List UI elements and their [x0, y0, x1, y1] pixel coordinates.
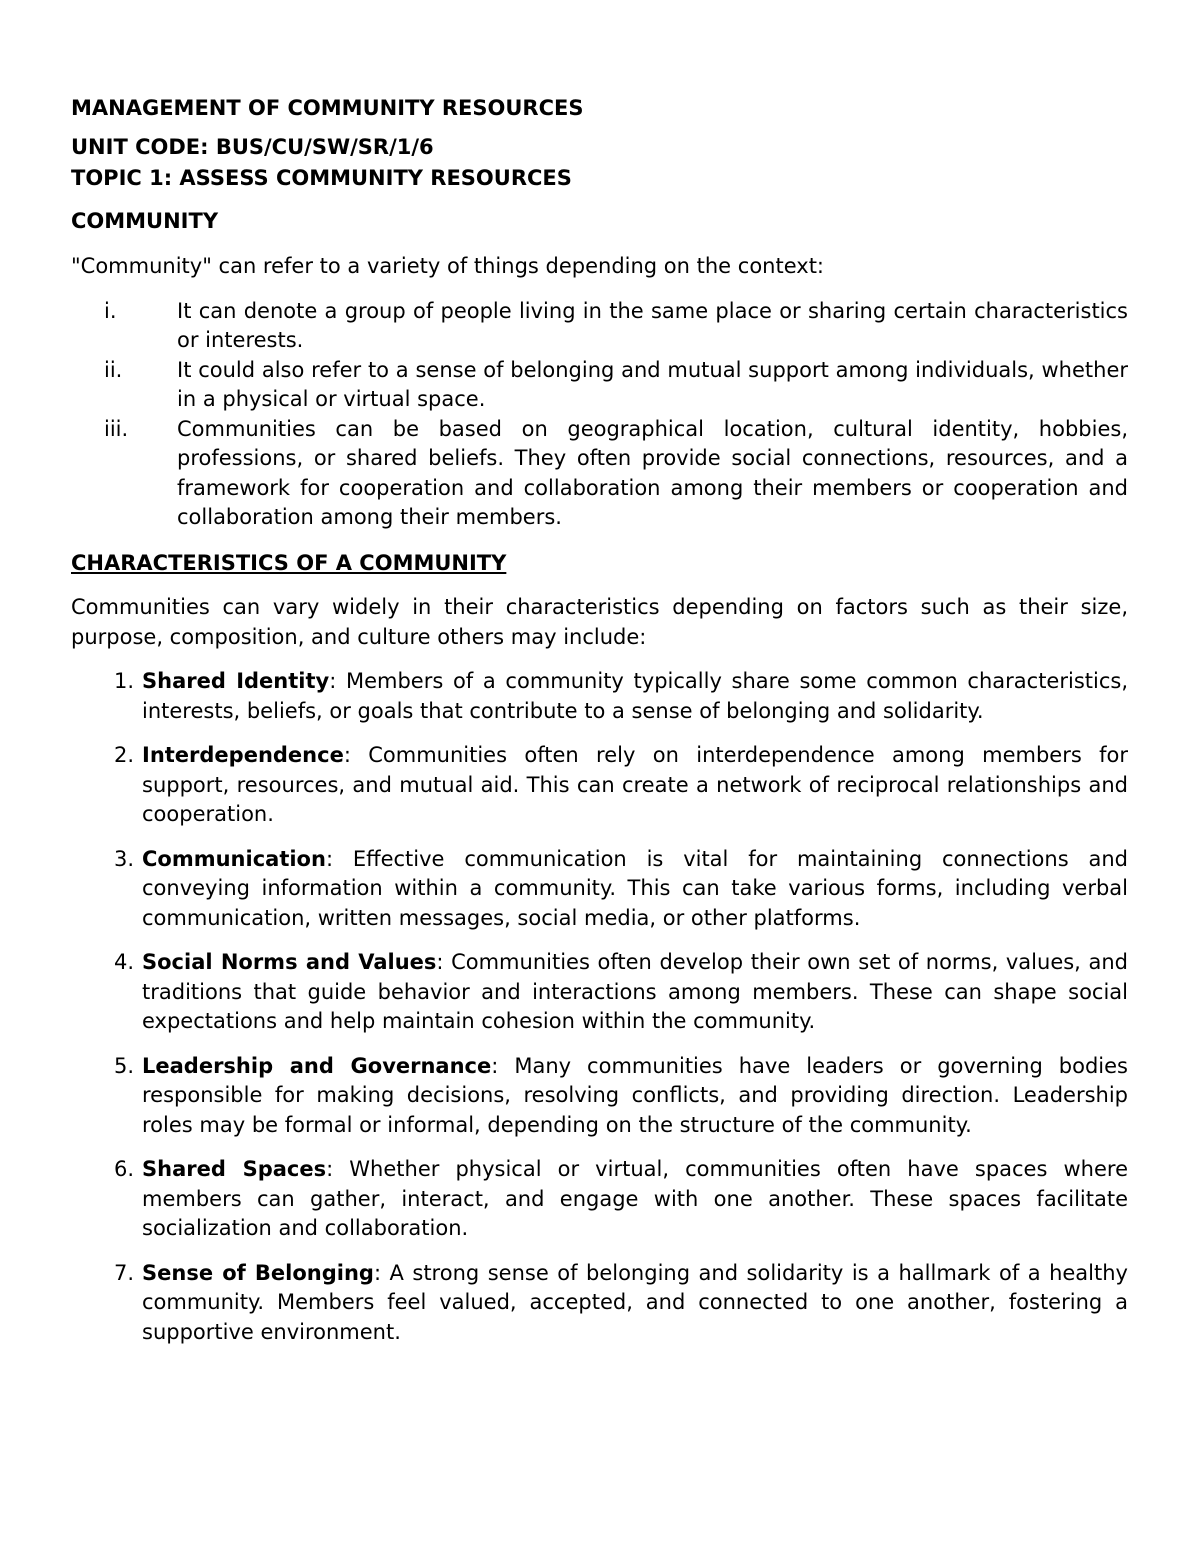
list-number: 6. [113, 1157, 134, 1181]
list-text: Communities can be based on geographical location, cultural identity, hobbies, professions, or shared beliefs. They often provide social connections, resources, and a framework for cooperation and collaboration among their members or cooperation and collaboration among their members. [177, 416, 1128, 529]
list-text [142, 1155, 1128, 1244]
list-item [71, 356, 1128, 415]
list-item [71, 1052, 1128, 1141]
characteristic-description: : Members of a community typically share some common characteristics, interests, beliefs, or goals that contribute to a sense of belonging and solidarity. [142, 669, 1128, 723]
characteristic-description: : Many communities have leaders or governing bodies responsible for making decisions, resolving conflicts, and providing direction. Leadership roles may be formal or informal, depending on the structure of the community. [142, 1053, 1128, 1137]
community-points-list [71, 297, 1128, 533]
characteristics-heading: CHARACTERISTICS OF A COMMUNITY [71, 550, 507, 575]
list-text [142, 1052, 1128, 1141]
list-item [71, 415, 1128, 533]
list-number: 7. [113, 1260, 134, 1285]
list-text: It could also refer to a sense of belonging and mutual support among individuals, whether in a physical or virtual space. [177, 357, 1128, 411]
characteristic-description: : Effective communication is vital for maintaining connections and conveying information within a community. This can take various forms, including verbal communication, written messages, social media, or other platforms. [142, 846, 1128, 930]
list-text [142, 741, 1128, 830]
list-number: iii. [104, 416, 129, 441]
characteristics-intro: Communities can vary widely in their characteristics depending on factors such as their size, purpose, composition, and culture others may include: [71, 595, 1128, 649]
characteristic-term: Interdependence [142, 743, 344, 767]
characteristic-description: : Whether physical or virtual, communities often have spaces where members can gather, interact, and engage with one another. These spaces facilitate socialization and collaboration. [142, 1157, 1128, 1240]
list-number: 3. [113, 846, 134, 871]
topic-heading: TOPIC 1: ASSESS COMMUNITY RESOURCES [71, 166, 572, 190]
list-item [71, 1155, 1128, 1244]
list-item [71, 667, 1128, 726]
list-number: i. [104, 298, 117, 323]
list-item [71, 297, 1128, 356]
list-text [142, 948, 1128, 1037]
list-number: 1. [113, 669, 134, 693]
list-number: 5. [113, 1053, 134, 1078]
list-number: 2. [113, 743, 134, 767]
list-text: It can denote a group of people living in the same place or sharing certain characteristics or interests. [177, 298, 1128, 352]
characteristic-term: Shared Spaces [142, 1157, 327, 1181]
list-number: 4. [113, 950, 134, 974]
list-item [71, 741, 1128, 830]
list-number: ii. [104, 357, 123, 382]
characteristics-list [71, 667, 1128, 1347]
characteristic-term: Shared Identity [142, 669, 330, 693]
list-text [142, 667, 1128, 726]
community-heading: COMMUNITY [71, 208, 219, 233]
characteristic-term: Social Norms and Values [142, 950, 437, 974]
characteristic-description: : Communities often develop their own set of norms, values, and traditions that guide behavior and interactions among members. These can shape social expectations and help maintain cohesion within the community. [142, 950, 1128, 1033]
list-text [142, 1259, 1128, 1348]
characteristic-term: Communication [142, 846, 326, 871]
characteristic-term: Leadership and Governance [142, 1053, 492, 1078]
list-text [142, 845, 1128, 934]
unit-code: UNIT CODE: BUS/CU/SW/SR/1/6 [71, 134, 434, 159]
characteristic-description: : Communities often rely on interdependence among members for support, resources, and mutual aid. This can create a network of reciprocal relationships and cooperation. [142, 743, 1128, 826]
community-intro: "Community" can refer to a variety of things depending on the context: [71, 254, 825, 278]
document-title: MANAGEMENT OF COMMUNITY RESOURCES [71, 96, 584, 120]
characteristic-term: Sense of Belonging [142, 1260, 374, 1285]
characteristic-description: : A strong sense of belonging and solidarity is a hallmark of a healthy community. Members feel valued, accepted, and connected to one another, fostering a supportive environment. [142, 1260, 1128, 1344]
list-item [71, 948, 1128, 1037]
list-item [71, 845, 1128, 934]
list-item [71, 1259, 1128, 1348]
